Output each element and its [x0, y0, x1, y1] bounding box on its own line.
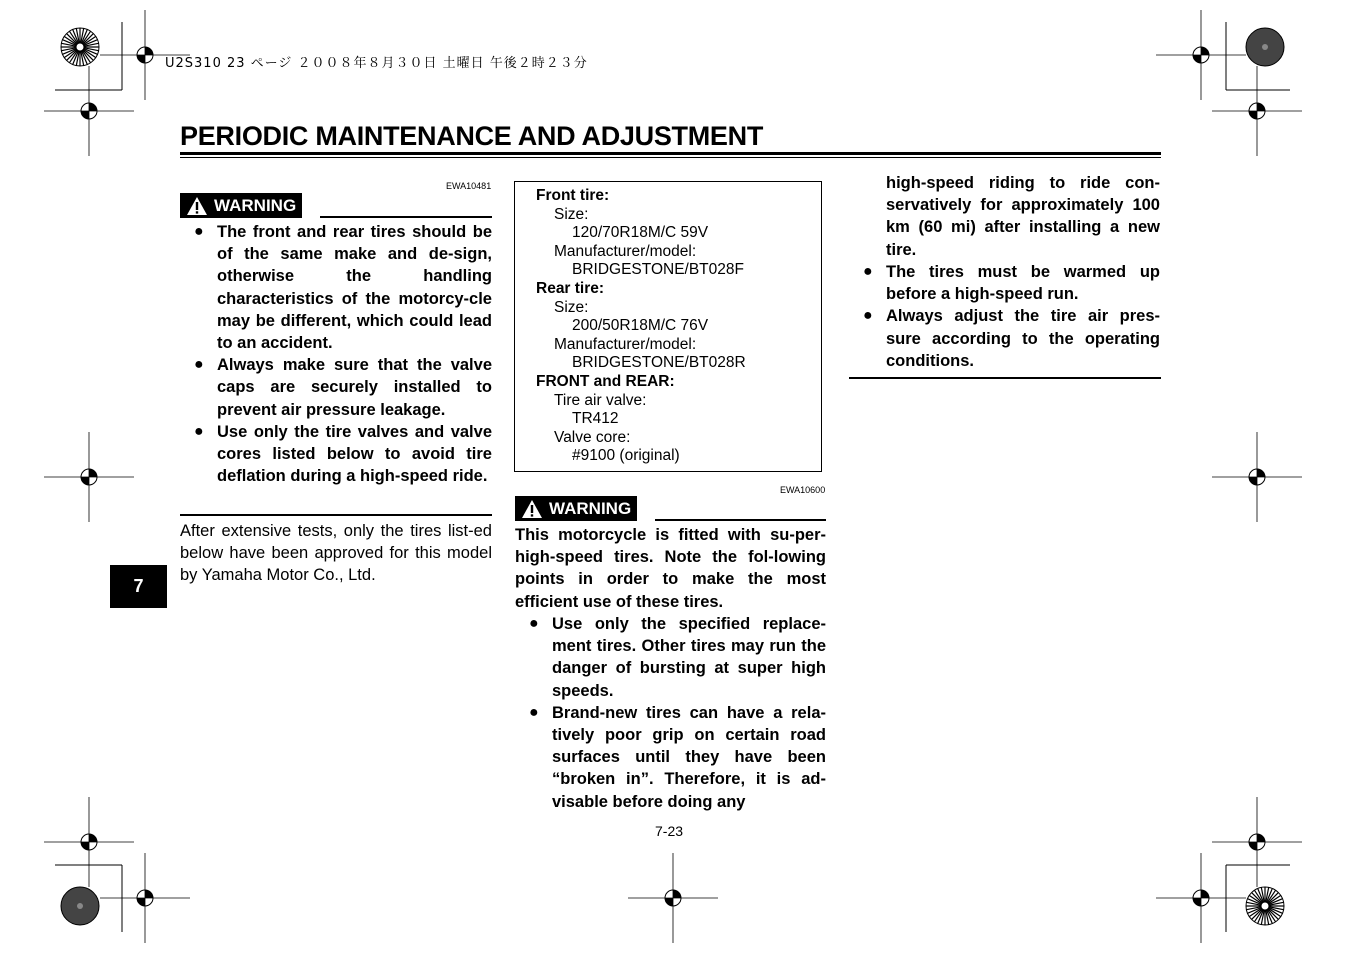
spec-label: Size: [554, 298, 589, 316]
spec-front-tire: Front tire: [536, 187, 610, 204]
warning-rule-middle [655, 519, 826, 521]
spec-label: Manufacturer/model: [554, 242, 697, 260]
list-item: ● The tires must be warmed up before a high-speed run. [849, 261, 1160, 305]
warning-rule-left [320, 216, 492, 218]
spec-value: BRIDGESTONE/BT028R [572, 354, 746, 372]
warning-label-middle [515, 496, 637, 521]
file-header-line: U2S310 23 ページ ２００８年８月３０日 土曜日 午後２時２３分 [165, 56, 588, 71]
warning-triangle-icon [186, 196, 208, 216]
spec-value: BRIDGESTONE/BT028F [572, 261, 744, 279]
page-number: 7-23 [655, 823, 684, 839]
warning-code-middle: EWA10600 [780, 485, 826, 495]
spec-label: Manufacturer/model: [554, 335, 697, 353]
spec-label: Size: [554, 205, 589, 223]
chapter-tab: 7 [110, 565, 167, 608]
spec-value: TR412 [572, 410, 619, 428]
page-title: PERIODIC MAINTENANCE AND ADJUSTMENT [180, 121, 764, 151]
warning-label-left [180, 193, 302, 218]
tire-spec-box [514, 181, 822, 472]
spec-front-and-rear: FRONT and REAR: [536, 372, 675, 390]
super-high-speed-intro: This motorcycle is fitted with su-per-high-speed tires. Note the fol-lowing points in order to make the most efficient use of these tires. [515, 526, 826, 611]
list-item: ● Use only the tire valves and valve cores listed below to avoid tire deflation during a high-speed ride. [180, 421, 492, 488]
title-rule-thick [180, 152, 1161, 155]
list-item: ● Brand-new tires can have a rela-tively poor grip on certain road surfaces until they have been “broken in”. Therefore, it is ad-visable before doing any [515, 702, 826, 813]
spec-label: Valve core: [554, 428, 631, 446]
warning-bullets-middle [515, 613, 826, 813]
title-rule-thin [180, 157, 1161, 158]
list-item: ● Always adjust the tire air pres-sure according to the operating conditions. [849, 305, 1160, 372]
spec-value: 120/70R18M/C 59V [572, 224, 709, 242]
warning-bullets-left [180, 221, 492, 487]
continuation-text: high-speed riding to ride con-servatively for approximately 100 km (60 mi) after installing a new tire. [886, 174, 1160, 259]
spec-label: Tire air valve: [554, 391, 647, 409]
warning-triangle-icon [521, 499, 543, 519]
warning-code-left: EWA10481 [446, 181, 492, 191]
warning-bullets-right [849, 261, 1160, 372]
list-item: ● The front and rear tires should be of the same make and de-sign, otherwise the handling characteristics of the motorcy-cle may be different, which could lead to an accident. [180, 221, 492, 354]
warning-end-rule-right [849, 377, 1161, 379]
tires-approved-paragraph: After extensive tests, only the tires list-ed below have been approved for this model by Yamaha Motor Co., Ltd. [180, 522, 492, 585]
list-item: ● Always make sure that the valve caps are securely installed to prevent air pressure leakage. [180, 354, 492, 421]
spec-value: #9100 (original) [572, 447, 680, 465]
spec-rear-tire: Rear tire: [536, 279, 605, 297]
spec-value: 200/50R18M/C 76V [572, 317, 709, 335]
warning-text: WARNING [214, 196, 297, 215]
list-item: ● Use only the specified replace-ment tires. Other tires may run the danger of bursting at super high speeds. [515, 613, 826, 702]
warning-end-rule-left [180, 514, 492, 516]
warning-text: WARNING [549, 499, 632, 518]
